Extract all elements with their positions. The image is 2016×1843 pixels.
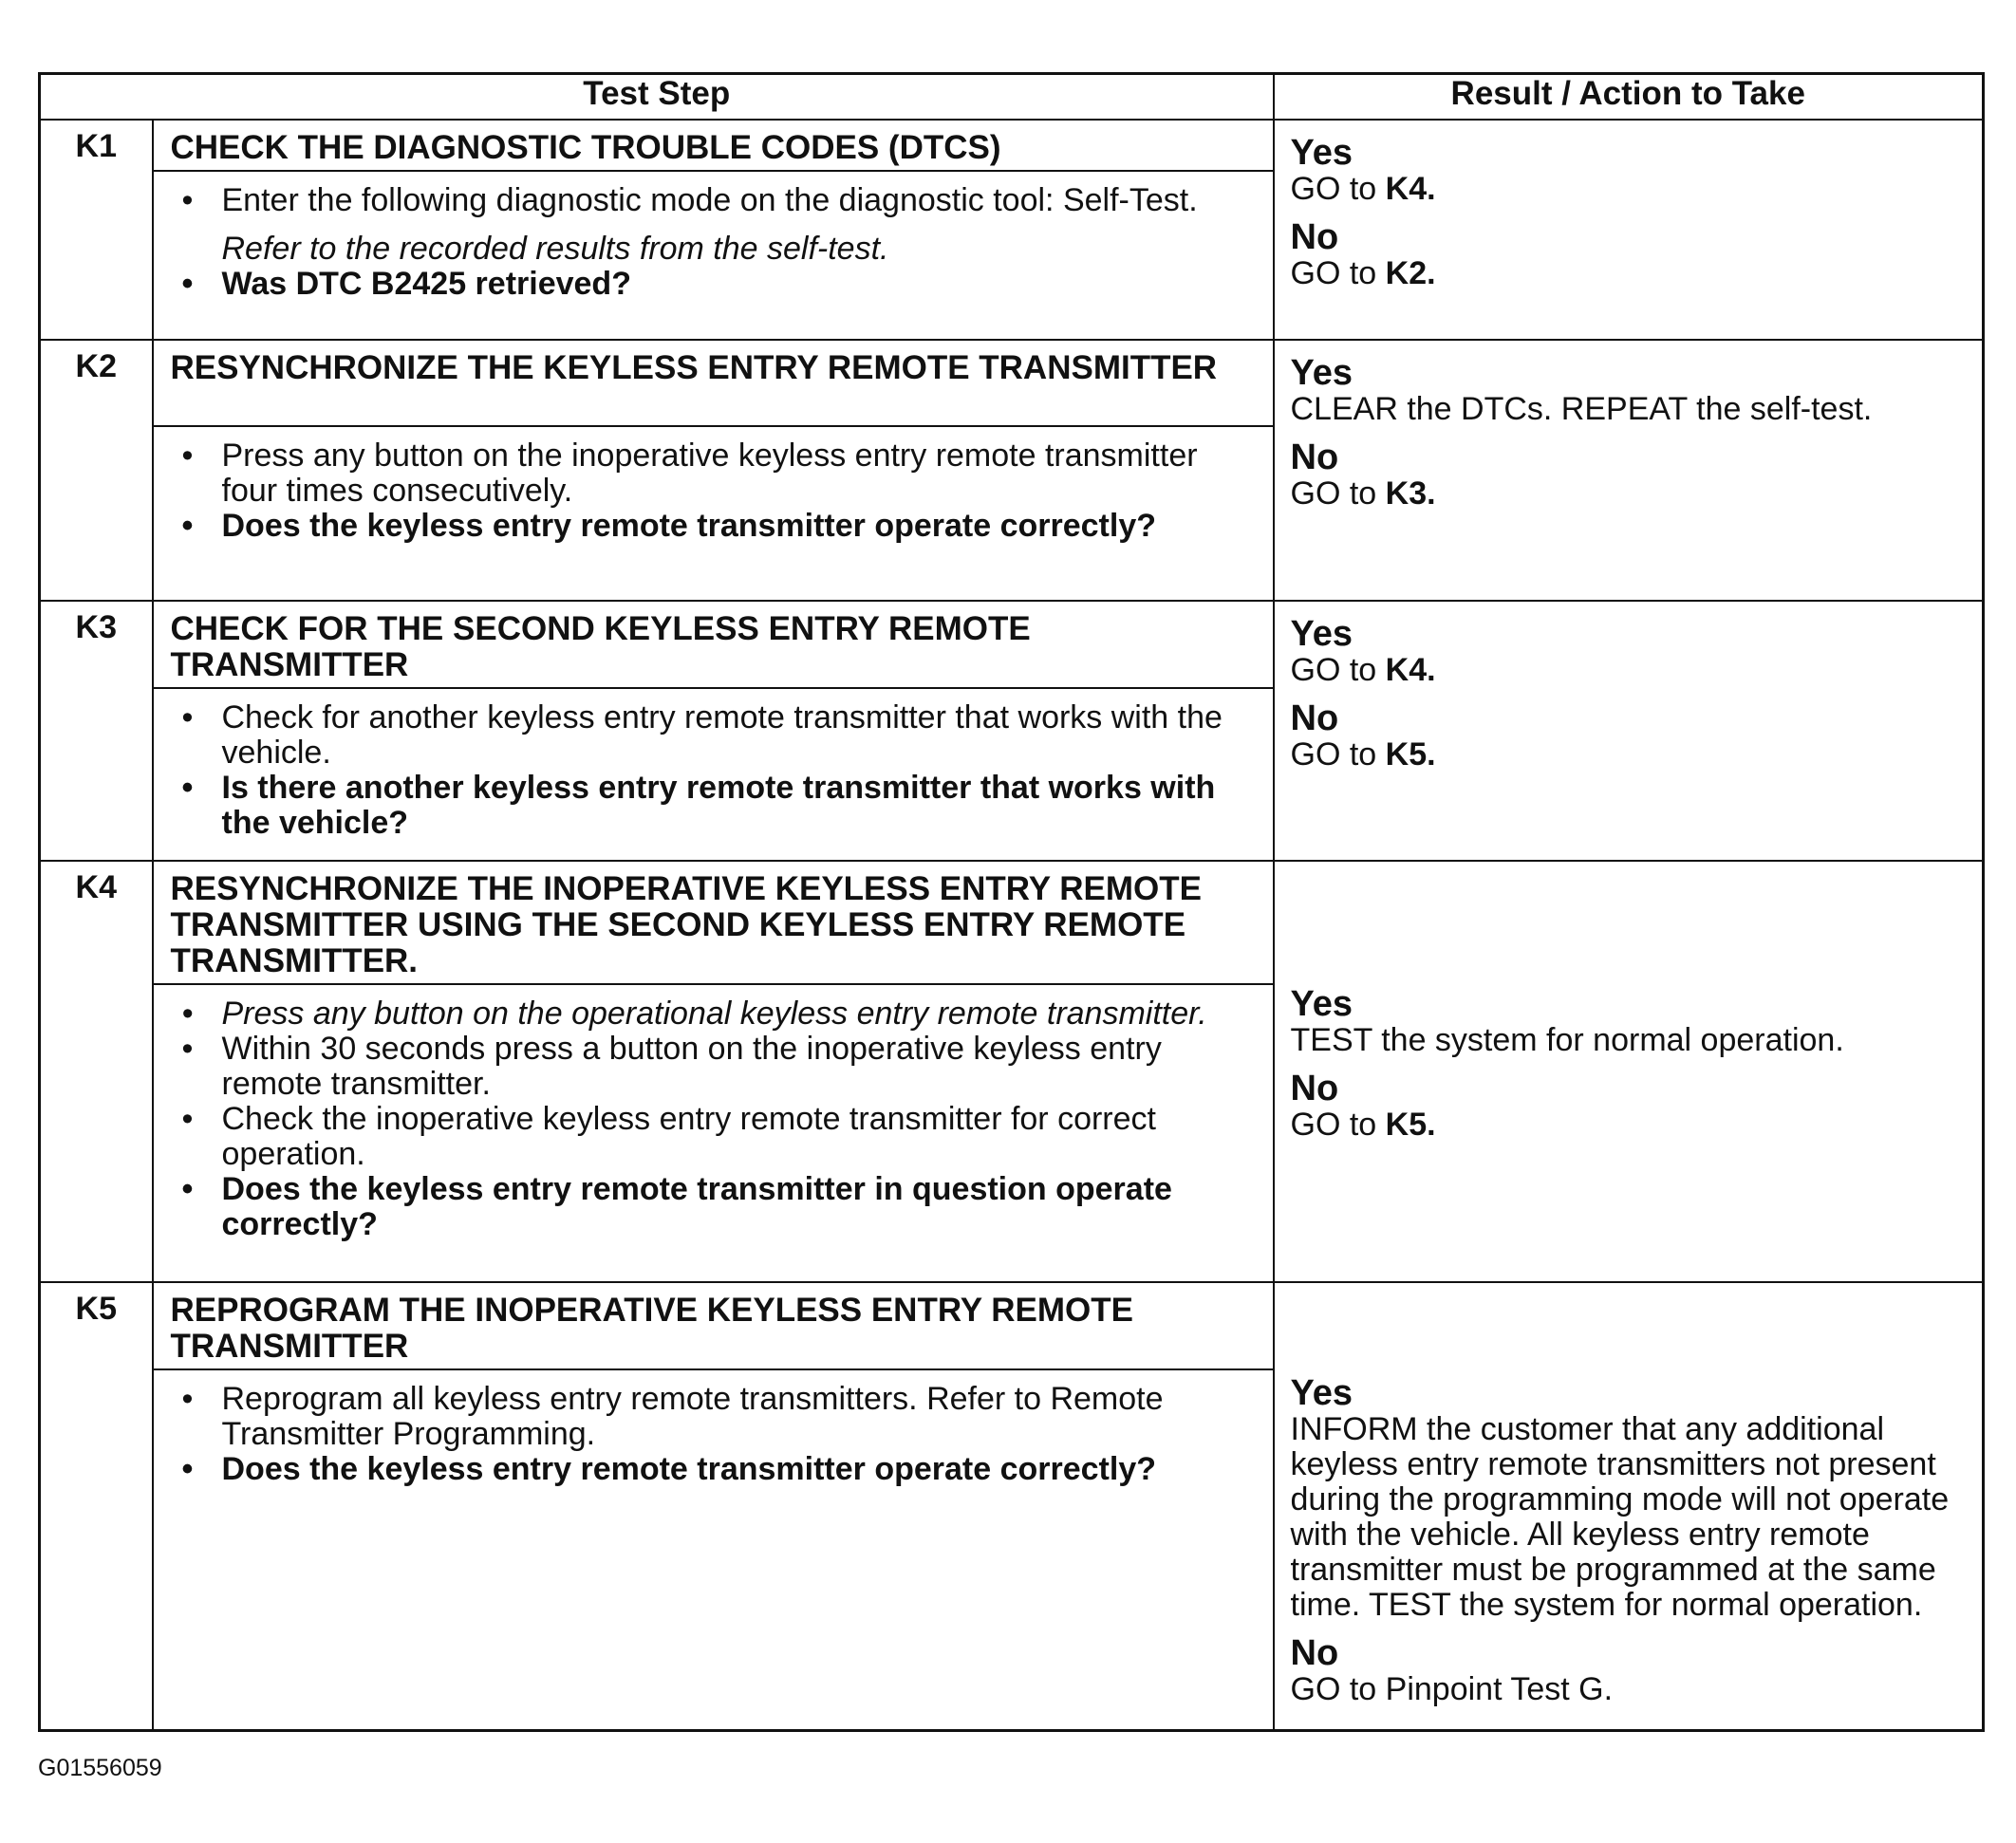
bullet-icon: • xyxy=(181,1171,194,1207)
bullet-icon: • xyxy=(181,437,194,474)
bullet-icon: • xyxy=(181,1381,194,1417)
no-ref: K2. xyxy=(1385,255,1436,291)
no-label: No xyxy=(1290,1069,1339,1108)
yes-go: GO to xyxy=(1290,652,1377,688)
result-cell xyxy=(1274,120,1984,340)
step-id-spacer xyxy=(40,426,153,601)
step-body xyxy=(153,1369,1274,1731)
bullet-icon: • xyxy=(181,182,194,218)
yes-ref: K4. xyxy=(1385,652,1436,688)
step-id-spacer xyxy=(40,171,153,340)
yes-label: Yes xyxy=(1290,1373,1353,1413)
yes-label: Yes xyxy=(1290,614,1353,654)
step-title: REPROGRAM THE INOPERATIVE KEYLESS ENTRY REMOTE TRANSMITTER xyxy=(153,1282,1274,1369)
no-ref: K3. xyxy=(1385,475,1436,512)
step-body xyxy=(153,171,1274,340)
bullet-item: • Check the inoperative keyless entry remote transmitter for correct operation. xyxy=(181,1101,1156,1172)
no-label: No xyxy=(1290,437,1339,477)
step-title: RESYNCHRONIZE THE KEYLESS ENTRY REMOTE TRANSMITTER xyxy=(153,340,1274,426)
no-go: GO to xyxy=(1290,736,1377,773)
bullet-item: • Press any button on the inoperative keyless entry remote transmitter four times consecutively. xyxy=(181,437,1198,509)
yes-go: GO to xyxy=(1290,171,1377,207)
step-id: K4 xyxy=(40,861,153,984)
bullet-icon: • xyxy=(181,996,194,1032)
yes-text: CLEAR the DTCs. REPEAT the self-test. xyxy=(1290,391,1873,427)
step-title: CHECK THE DIAGNOSTIC TROUBLE CODES (DTCS) xyxy=(153,120,1274,171)
step-id: K5 xyxy=(40,1282,153,1369)
no-label: No xyxy=(1290,1633,1339,1673)
step-id: K1 xyxy=(40,120,153,171)
bullet-icon: • xyxy=(181,1101,194,1137)
bullet-question: • Does the keyless entry remote transmitter in question operate correctly? xyxy=(181,1171,1172,1242)
result-cell xyxy=(1274,861,1984,1282)
bullet-item: • Press any button on the operational keyless entry remote transmitter. xyxy=(181,996,1207,1032)
no-label: No xyxy=(1290,217,1339,257)
no-ref: K5. xyxy=(1385,1107,1436,1143)
no-text: GO to Pinpoint Test G. xyxy=(1290,1671,1614,1707)
yes-label: Yes xyxy=(1290,984,1353,1024)
bullet-item: • Reprogram all keyless entry remote transmitters. Refer to Remote Transmitter Programming. xyxy=(181,1381,1164,1452)
pinpoint-test-table xyxy=(38,72,1985,1732)
result-cell xyxy=(1274,340,1984,601)
bullet-icon: • xyxy=(181,699,194,735)
no-go: GO to xyxy=(1290,1107,1377,1143)
result-cell xyxy=(1274,1282,1984,1731)
figure-code: G01556059 xyxy=(38,1755,162,1781)
header-result-action: Result / Action to Take xyxy=(1274,74,1984,121)
bullet-icon: • xyxy=(181,266,194,302)
step-id-spacer xyxy=(40,688,153,861)
bullet-item: • Enter the following diagnostic mode on the diagnostic tool: Self-Test. xyxy=(181,182,1198,218)
step-id: K2 xyxy=(40,340,153,426)
yes-label: Yes xyxy=(1290,133,1353,173)
step-body xyxy=(153,426,1274,601)
step-body xyxy=(153,688,1274,861)
yes-text: TEST the system for normal operation. xyxy=(1290,1022,1844,1058)
step-body xyxy=(153,984,1274,1282)
yes-ref: K4. xyxy=(1385,171,1436,207)
no-ref: K5. xyxy=(1385,736,1436,773)
header-test-step: Test Step xyxy=(40,74,1274,121)
step-title: CHECK FOR THE SECOND KEYLESS ENTRY REMOTE TRANSMITTER xyxy=(153,601,1274,688)
step-note: Refer to the recorded results from the self-test. xyxy=(221,231,889,267)
no-go: GO to xyxy=(1290,475,1377,512)
step-id-spacer xyxy=(40,984,153,1282)
bullet-item: • Within 30 seconds press a button on the inoperative keyless entry remote transmitter. xyxy=(181,1031,1162,1102)
step-title: RESYNCHRONIZE THE INOPERATIVE KEYLESS ENTRY REMOTE TRANSMITTER USING THE SECOND KEYLESS ENTRY REMOTE TRANSMITTER. xyxy=(153,861,1274,984)
bullet-icon: • xyxy=(181,770,194,806)
bullet-question: • Does the keyless entry remote transmitter operate correctly? xyxy=(181,1451,1157,1487)
bullet-icon: • xyxy=(181,1031,194,1067)
result-cell xyxy=(1274,601,1984,861)
bullet-item: • Check for another keyless entry remote transmitter that works with the vehicle. xyxy=(181,699,1223,771)
bullet-question: • Does the keyless entry remote transmitter operate correctly? xyxy=(181,508,1157,544)
yes-text: INFORM the customer that any additional keyless entry remote transmitters not present during the programming mode will not operate with the vehicle. All keyless entry remote transmitter must be programmed at the same time. TEST the system for normal operation. xyxy=(1290,1411,1950,1623)
bullet-icon: • xyxy=(181,508,194,544)
step-id: K3 xyxy=(40,601,153,688)
no-label: No xyxy=(1290,698,1339,738)
bullet-question: • Was DTC B2425 retrieved? xyxy=(181,266,631,302)
bullet-question: • Is there another keyless entry remote transmitter that works with the vehicle? xyxy=(181,770,1216,841)
bullet-icon: • xyxy=(181,1451,194,1487)
yes-label: Yes xyxy=(1290,353,1353,393)
step-id-spacer xyxy=(40,1369,153,1731)
no-go: GO to xyxy=(1290,255,1377,291)
